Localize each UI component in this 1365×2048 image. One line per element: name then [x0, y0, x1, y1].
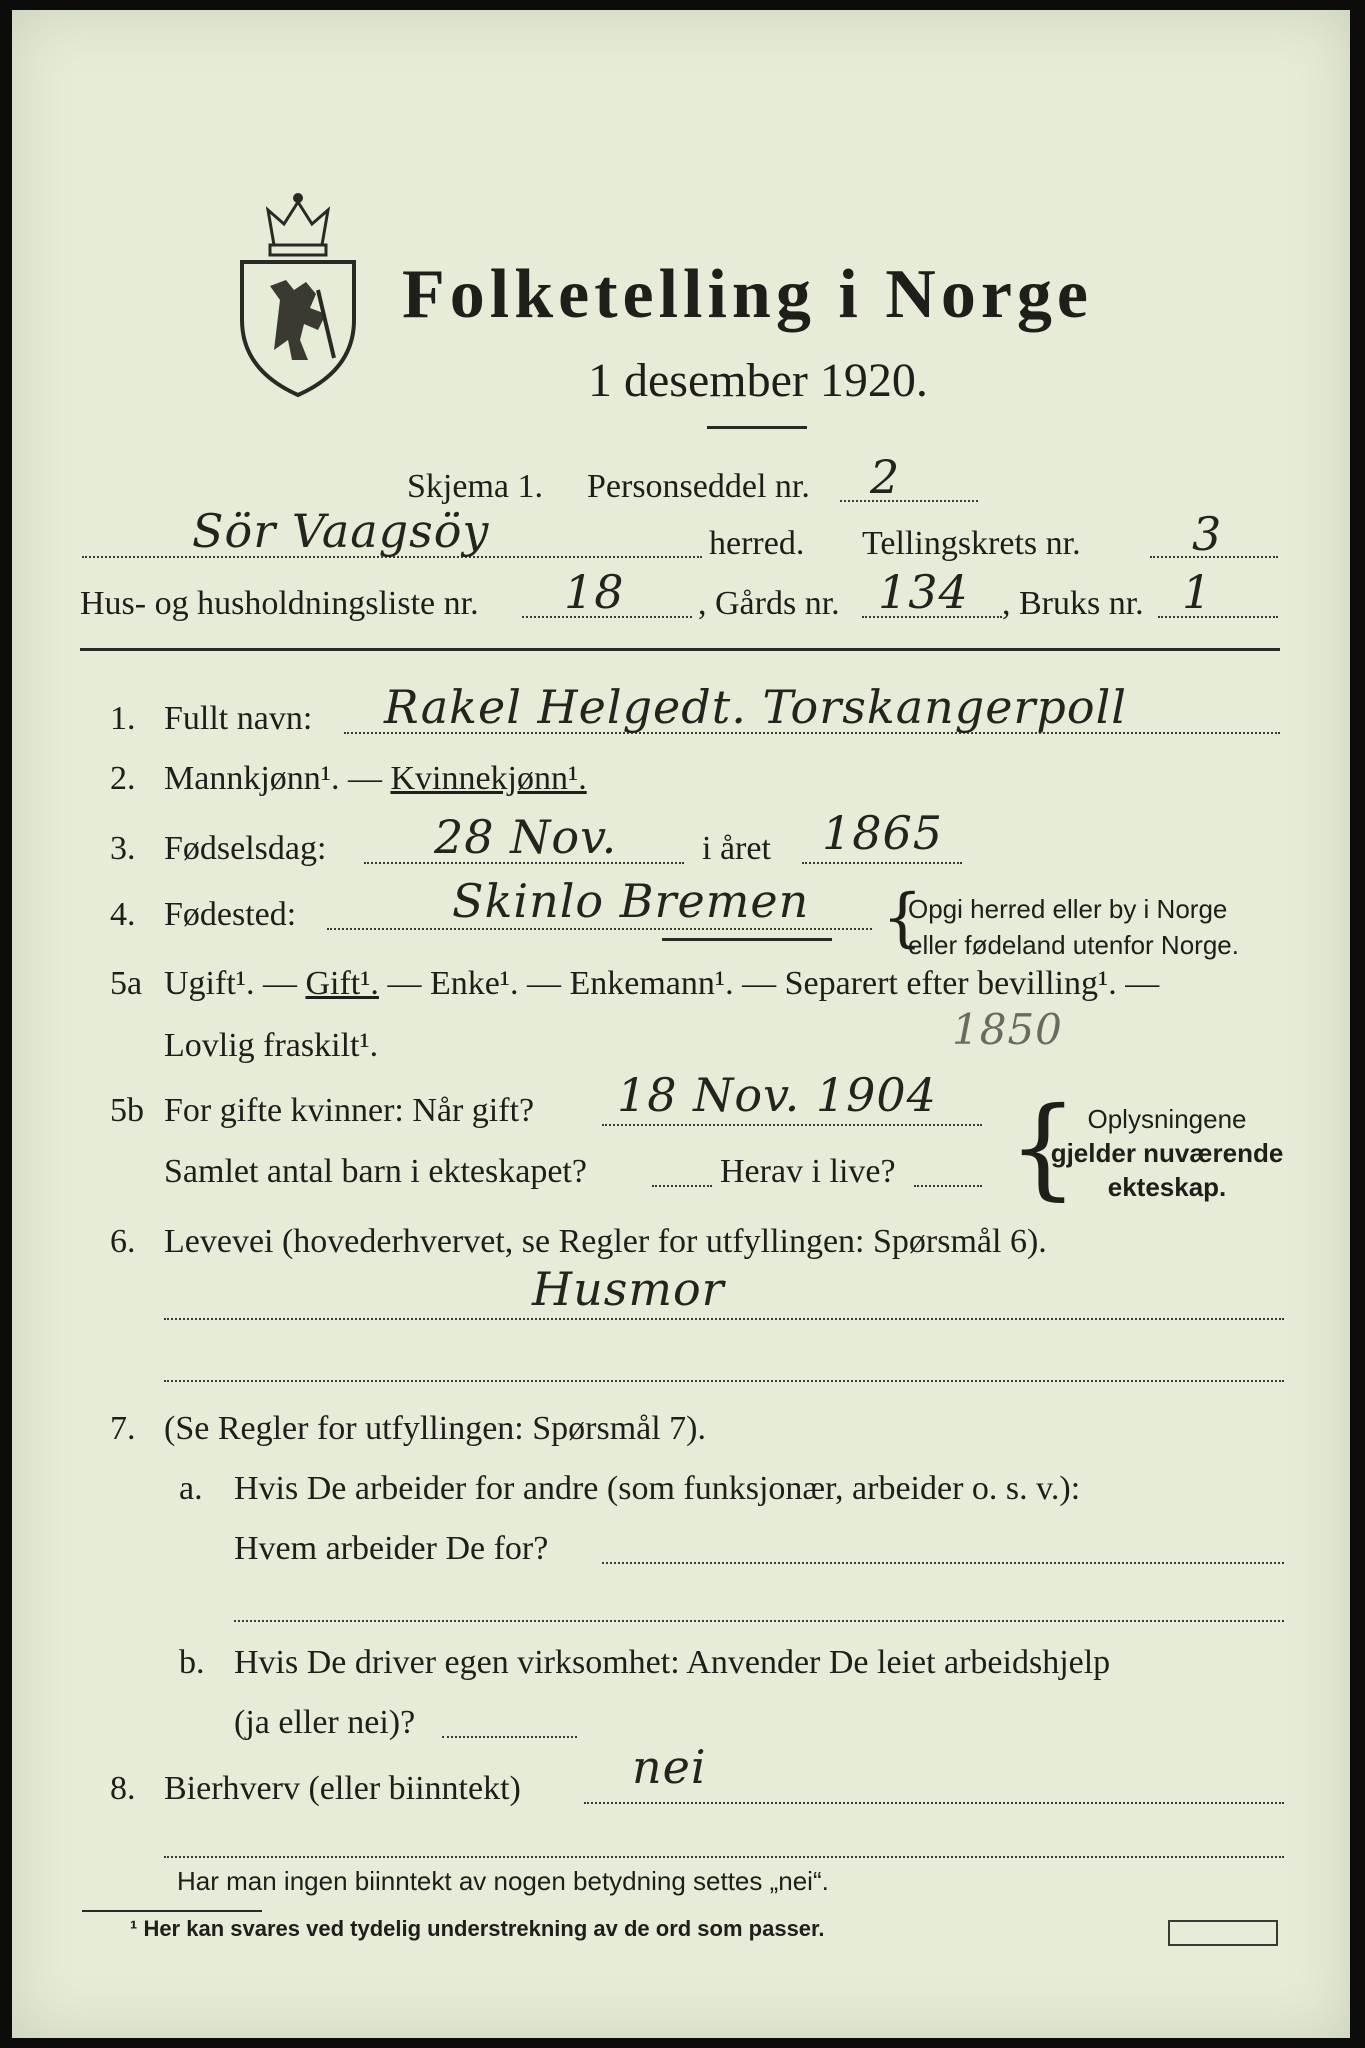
q1-label: Fullt navn: — [164, 700, 313, 737]
q7a-question: Hvem arbeider De for? — [234, 1530, 549, 1567]
q3-year-field-line — [802, 862, 962, 864]
q1-number: 1. — [110, 700, 136, 737]
q5b-note-line1: Oplysningene — [1087, 1104, 1247, 1134]
norway-coat-of-arms-icon — [234, 190, 362, 400]
q2-male-option: Mannkjønn¹. — [164, 760, 340, 797]
q7a-field-line2 — [234, 1620, 1284, 1622]
q3-year-value: 1865 — [822, 806, 944, 860]
herred-value: Sör Vaagsöy — [192, 504, 490, 558]
q5b-field-line — [602, 1124, 982, 1126]
q8-field-line — [584, 1802, 1284, 1804]
bruks-label: , Bruks nr. — [1002, 585, 1144, 622]
q6-label: Levevei (hovederhvervet, se Regler for utfyllingen: Spørsmål 6). — [164, 1223, 1047, 1260]
form-date: 1 desember 1920. — [588, 354, 928, 407]
printer-stamp — [1168, 1920, 1278, 1946]
q3-number: 3. — [110, 830, 136, 867]
q7b-text: Hvis De driver egen virksomhet: Anvender De leiet arbeidshjelp — [234, 1644, 1111, 1681]
gards-label: , Gårds nr. — [698, 585, 840, 622]
gards-value: 134 — [878, 565, 969, 619]
q2-female-option: Kvinnekjønn¹. — [390, 760, 587, 797]
q5b-note-line3: ekteskap. — [1107, 1172, 1227, 1202]
q3-label: Fødselsdag: — [164, 830, 327, 867]
q5b-children-label: Samlet antal barn i ekteskapet? — [164, 1153, 587, 1190]
q6-field-line2 — [164, 1380, 1284, 1382]
bruks-field-line — [1158, 616, 1278, 618]
q7-label: (Se Regler for utfyllingen: Spørsmål 7). — [164, 1410, 707, 1447]
q4-note-line2: eller fødeland utenfor Norge. — [908, 930, 1239, 960]
q2-number: 2. — [110, 760, 136, 797]
census-form-page — [12, 10, 1350, 2038]
personseddel-field-line — [840, 500, 978, 502]
q5b-alive-label: Herav i live? — [720, 1153, 896, 1190]
q4-brace: { — [882, 881, 923, 955]
hus-label: Hus- og husholdningsliste nr. — [80, 585, 479, 622]
q5b-alive-field-line — [914, 1185, 982, 1187]
hus-value: 18 — [564, 565, 625, 619]
form-title: Folketelling i Norge — [402, 256, 1094, 333]
q5b-label: For gifte kvinner: Når gift? — [164, 1092, 535, 1129]
q7b-field-line — [442, 1736, 577, 1738]
q8-label: Bierhverv (eller biinntekt) — [164, 1770, 521, 1807]
q4-note-line1: Opgi herred eller by i Norge — [908, 894, 1228, 924]
q2-separator: — — [339, 760, 391, 797]
footer-note: Har man ingen biinntekt av nogen betydning settes „nei“. — [177, 1866, 829, 1896]
q5a-text-before: Ugift¹. — — [164, 965, 306, 1002]
q1-full-name-value: Rakel Helgedt. Torskangerpoll — [384, 680, 1127, 734]
q7a-letter: a. — [179, 1470, 203, 1507]
q5b-children-field-line — [652, 1185, 712, 1187]
q7b-question: (ja eller nei)? — [234, 1704, 416, 1741]
q7a-field-line1 — [602, 1562, 1284, 1564]
q3-year-label: i året — [702, 830, 771, 867]
q5b-number: 5b — [110, 1092, 144, 1129]
schema-label: Skjema 1. — [407, 468, 543, 505]
header-divider — [80, 648, 1280, 651]
herred-label: herred. — [709, 525, 805, 562]
personseddel-value: 2 — [870, 450, 901, 504]
q8-field-line2 — [164, 1856, 1284, 1858]
title-divider — [707, 426, 807, 429]
q2-gender-options — [164, 760, 587, 798]
footnote: ¹ Her kan svares ved tydelig understrekning av de ord som passer. — [130, 1916, 825, 1941]
q5a-line2: Lovlig fraskilt¹. — [164, 1027, 379, 1064]
q5b-marriage-date-value: 18 Nov. 1904 — [617, 1068, 937, 1122]
q5b-brace: { — [1008, 1083, 1078, 1211]
q5a-marital-options — [164, 965, 1159, 1003]
q4-handwritten-underline — [662, 938, 832, 941]
q7a-text: Hvis De arbeider for andre (som funksjonær, arbeider o. s. v.): — [234, 1470, 1081, 1507]
q8-number: 8. — [110, 1770, 136, 1807]
bruks-value: 1 — [1182, 565, 1213, 619]
q4-field-line — [327, 928, 872, 930]
q6-number: 6. — [110, 1223, 136, 1260]
tellingskrets-label: Tellingskrets nr. — [862, 525, 1081, 562]
q6-occupation-value: Husmor — [532, 1262, 725, 1316]
q3-birthdate-value: 28 Nov. — [434, 810, 618, 864]
q5a-gift-option: Gift¹. — [305, 965, 379, 1002]
q7-number: 7. — [110, 1410, 136, 1447]
q5a-number: 5a — [110, 965, 143, 1002]
tellingskrets-value: 3 — [1192, 507, 1223, 561]
q6-field-line1 — [164, 1318, 1284, 1320]
q8-value: nei — [632, 1740, 707, 1794]
q5a-pencil-annotation: 1850 — [952, 1005, 1063, 1054]
q4-number: 4. — [110, 896, 136, 933]
q5a-text-after: — Enke¹. — Enkemann¹. — Separert efter bevilling¹. — — [378, 965, 1160, 1002]
q5b-note — [1042, 1102, 1292, 1204]
footnote-divider — [82, 1910, 262, 1912]
q7b-letter: b. — [179, 1644, 205, 1681]
personseddel-label: Personseddel nr. — [587, 468, 810, 505]
q4-birthplace-value: Skinlo Bremen — [452, 874, 810, 928]
q4-label: Fødested: — [164, 896, 297, 933]
q5b-note-line2: gjelder nuværende — [1050, 1138, 1284, 1168]
